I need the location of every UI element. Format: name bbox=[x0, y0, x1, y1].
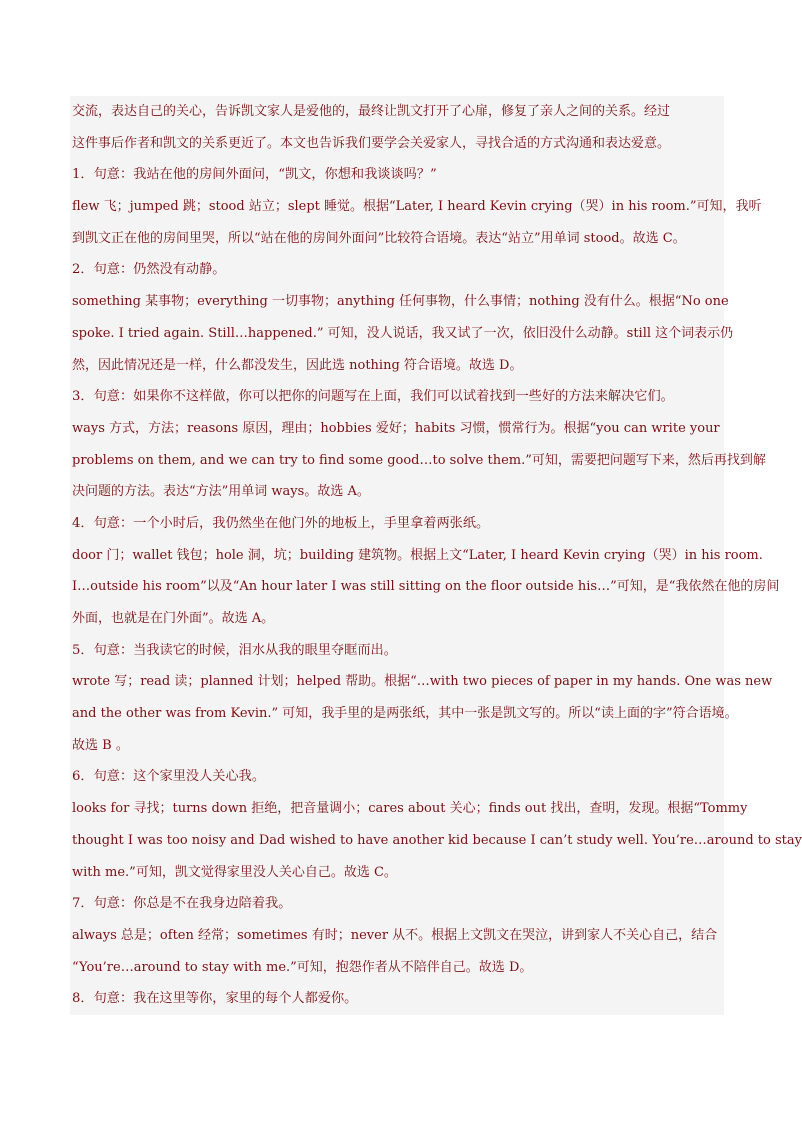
question-sentence-meaning: 4．句意：一个小时后，我仍然坐在他门外的地板上，手里拿着两张纸。 bbox=[72, 515, 490, 531]
explanation-line: spoke. I tried again. Still…happened.” 可知，没人说话，我又试了一次，依旧没什么动静。still 这个词表示仍 bbox=[72, 325, 734, 341]
explanation-line: 故选 B 。 bbox=[72, 737, 129, 753]
explanation-line: 然，因此情况还是一样，什么都没发生，因此选 nothing 符合语境。故选 D。 bbox=[72, 357, 523, 373]
explanation-line: “You’re…around to stay with me.”可知，抱怨作者从不陪伴自己。故选 D。 bbox=[72, 959, 533, 975]
explanation-line: and the other was from Kevin.” 可知，我手里的是两张纸，其中一张是凯文写的。所以“读上面的字”符合语境。 bbox=[72, 706, 738, 722]
explanation-line: 到凯文正在他的房间里哭，所以“站在他的房间外面问”比较符合语境。表达“站立”用单词 stood。故选 C。 bbox=[72, 230, 686, 246]
question-sentence-meaning: 2．句意：仍然没有动静。 bbox=[72, 262, 226, 278]
explanation-line: 决问题的方法。表达“方法”用单词 ways。故选 A。 bbox=[72, 484, 370, 500]
explanation-line: thought I was too noisy and Dad wished to have another kid because I can’t study well. You’re…around to stay bbox=[72, 832, 802, 848]
explanation-text-block bbox=[70, 96, 802, 1015]
explanation-line: always 总是；often 经常；sometimes 有时；never 从不。根据上文凯文在哭泣，讲到家人不关心自己，结合 bbox=[72, 927, 718, 943]
question-sentence-meaning: 5．句意：当我读它的时候，泪水从我的眼里夺眶而出。 bbox=[72, 642, 397, 658]
explanation-line: 交流，表达自己的关心，告诉凯文家人是爱他的，最终让凯文打开了心扉，修复了亲人之间的关系。经过 bbox=[72, 104, 671, 119]
explanation-line: ways 方式，方法；reasons 原因，理由；hobbies 爱好；habits 习惯，惯常行为。根据“you can write your bbox=[72, 420, 720, 436]
explanation-line: flew 飞；jumped 跳；stood 站立；slept 睡觉。根据“Later, I heard Kevin crying（哭）in his room.”可知，我听 bbox=[72, 199, 762, 215]
question-sentence-meaning: 7．句意：你总是不在我身边陪着我。 bbox=[72, 896, 292, 912]
explanation-line: with me.”可知，凯文觉得家里没人关心自己。故选 C。 bbox=[72, 864, 397, 880]
explanation-line: problems on them, and we can try to find some good…to solve them.”可知，需要把问题写下来，然后再找到解 bbox=[72, 452, 766, 468]
explanation-line: I…outside his room”以及“An hour later I was still sitting on the floor outside his…”可知，是“我依然在他的房间 bbox=[72, 579, 780, 595]
explanation-line: 这件事后作者和凯文的关系更近了。本文也告诉我们要学会关爱家人，寻找合适的方式沟通和表达爱意。 bbox=[72, 135, 671, 151]
explanation-line: door 门；wallet 钱包；hole 洞，坑；building 建筑物。根据上文“Later, I heard Kevin crying（哭）in his room. bbox=[72, 547, 763, 563]
question-sentence-meaning: 3．句意：如果你不这样做，你可以把你的问题写在上面，我们可以试着找到一些好的方法来解决它们。 bbox=[72, 389, 674, 405]
question-sentence-meaning: 6．句意：这个家里没人关心我。 bbox=[72, 769, 266, 785]
explanation-line: looks for 寻找；turns down 拒绝，把音量调小；cares about 关心；finds out 找出，查明，发现。根据“Tommy bbox=[72, 801, 748, 817]
explanation-line: wrote 写；read 读；planned 计划；helped 帮助。根据“…with two pieces of paper in my hands. One was new bbox=[72, 674, 773, 690]
explanation-line: something 某事物；everything 一切事物；anything 任何事物，什么事情；nothing 没有什么。根据“No one bbox=[72, 294, 729, 310]
question-sentence-meaning: 1．句意：我站在他的房间外面问，“凯文，你想和我谈谈吗？” bbox=[72, 167, 437, 183]
explanation-line: 外面，也就是在门外面”。故选 A。 bbox=[72, 611, 275, 626]
question-sentence-meaning: 8．句意：我在这里等你，家里的每个人都爱你。 bbox=[72, 991, 358, 1007]
